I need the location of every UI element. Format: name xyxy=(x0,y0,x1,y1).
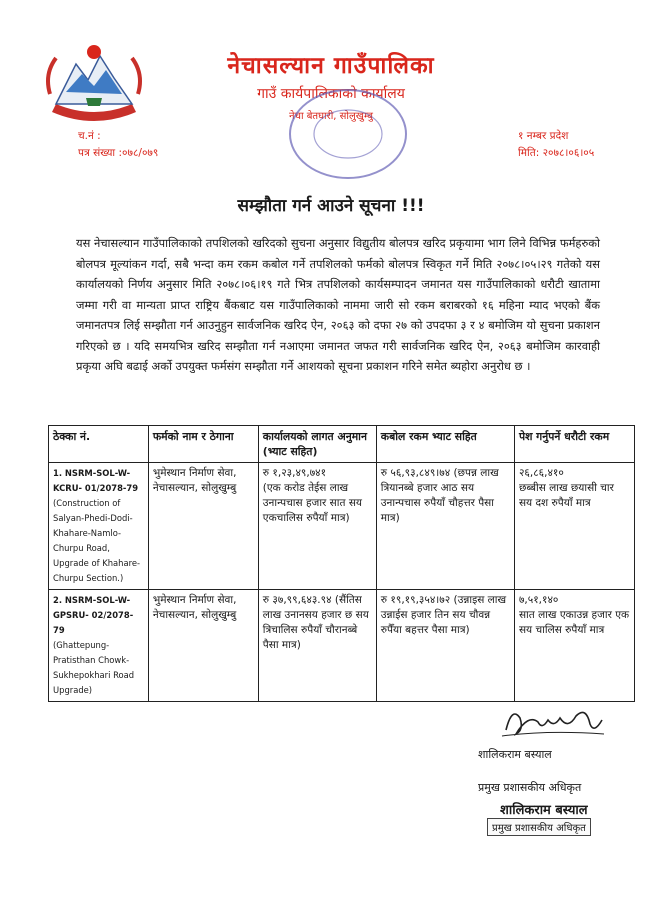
notice-date: मिति: २०७८।०६।०५ xyxy=(518,147,595,159)
notice-body: यस नेचासल्यान गाउँपालिकाको तपशिलको खरिदको सुचना अनुसार विद्युतीय बोलपत्र खरिद प्रकृयामा भाग लिने विभिन्न फर्महरुको बोलपत्र मूल्यांकन गर्दा, सबै भन्दा कम रकम कबोल गर्ने तपशिलको फर्मको बोलपत्र स्विकृत गर्ने मिति २०७८।०५।२९ गतेको यस कार्यालयको निर्णय अनुसार मिति २०७८।०६।१९ गते भित्र तपशिलको कार्यसम्पादन जमानत यस गाउँपालिकाको धरौटी खातामा जम्मा गरी वा मान्यता प्राप्त राष्ट्रिय बैंकबाट यस गाउँपालिकाको नाममा जारी सो रकम बराबरको १६ महिना म्याद भएको बैंक जमानतपत्र लिई सम्झौता गर्न आउनुहुन सार्वजनिक खरिद ऐन, २०६३ को दफा २७ को उपदफा ३ र ४ बमोजिम यो सुचना प्रकाशन गरिएको छ । यदि समयभित्र खरिद सम्झौता गर्न नआएमा जमानत जफत गरी सार्वजनिक खरिद ऐन, २०६३ बमोजिम कारवाही प्रकृया अघि बढाई अर्को उपयुक्त फर्मसंग सम्झौता गर्ने आशयको सूचना प्रकाशन गरिने समेत ब्यहोरा अनुरोध छ । xyxy=(76,236,600,373)
deposit-amount: २६,८६,४१० xyxy=(518,467,564,479)
office-address: नेचा बेतघारी, सोलुखुम्बु xyxy=(289,111,373,122)
contract-description: (Ghattepung-Pratisthan Chowk-Sukhepokhari Road Upgrade) xyxy=(53,640,135,695)
contract-cell xyxy=(49,463,149,590)
handwritten-signature xyxy=(498,700,608,744)
deposit-words: छब्बीस लाख छयासी चार सय दश रुपैयाँ मात्र xyxy=(518,482,614,509)
signatory-role: प्रमुख प्रशासकीय अधिकृत xyxy=(478,781,582,794)
header-bid: कबोल रकम भ्याट सहित xyxy=(376,426,514,463)
bid-cell: रु १९,१९,३५४।७२ (उन्नाइस लाख उन्नाईस हजार तिन सय चौवन्न रुपैँया बहत्तर पैसा मात्र) xyxy=(376,590,514,702)
deposit-amount: ७,५१,१४० xyxy=(518,594,559,606)
deposit-words: सात लाख एकाउन्न हजार एक सय चालिस रुपैयाँ मात्र xyxy=(518,609,630,636)
estimate-amount: रु ३७,९९,६४३.९४ (सैंतिस लाख उनानसय हजार छ सय त्रिचालिस रुपैयाँ चौरानब्बे पैसा मात्र) xyxy=(262,594,369,651)
contract-code: 2. NSRM-SOL-W-GPSRU- 02/2078-79 xyxy=(53,595,134,635)
office-title: नेचासल्यान गाउँपालिका xyxy=(227,53,435,79)
table-header-row xyxy=(49,426,635,463)
table-row xyxy=(49,463,635,590)
signatory-name: शालिकराम बस्याल xyxy=(478,748,552,761)
date-block xyxy=(518,128,594,162)
contract-description: (Construction of Salyan-Phedi-Dodi-Khahare-Namlo-Churpu Road, Upgrade of Khahare-Churpu Section.) xyxy=(53,498,141,583)
deposit-cell xyxy=(514,463,634,590)
table-row xyxy=(49,590,635,702)
letter-number: च.नं : xyxy=(78,130,101,142)
estimate-amount: रु १,२३,४९,७४१ xyxy=(262,467,327,479)
estimate-words: (एक करोड तेईस लाख उनान्पचास हजार सात सय एकचालिस रुपैयाँ मात्र) xyxy=(262,482,363,524)
contract-cell xyxy=(49,590,149,702)
contract-code: 1. NSRM-SOL-W-KCRU- 01/2078-79 xyxy=(53,468,139,493)
header-estimate: कार्यालयको लागत अनुमान (भ्याट सहित) xyxy=(258,426,376,463)
deposit-cell xyxy=(514,590,634,702)
estimate-cell xyxy=(258,463,376,590)
header-contract-no: ठेक्का नं. xyxy=(49,426,149,463)
header-deposit: पेश गर्नुपर्ने धरौटी रकम xyxy=(514,426,634,463)
office-subtitle: गाउँ कार्यपालिकाको कार्यालय xyxy=(257,86,405,102)
province-label: १ नम्बर प्रदेश xyxy=(518,130,569,142)
firm-cell: भुमेस्थान निर्माण सेवा, नेचासल्यान, सोलुखुम्बु xyxy=(148,463,258,590)
bid-cell: रु ५६,९३,८४९।७४ (छपन्न लाख त्रियानब्बे हजार आठ सय उनान्पचास रुपैयाँ चौहत्तर पैसा मात्र) xyxy=(376,463,514,590)
stamp-role: प्रमुख प्रशासकीय अधिकृत xyxy=(487,818,591,836)
dispatch-number: पत्र संख्या :०७८/०७९ xyxy=(78,147,159,159)
notice-heading: सम्झौता गर्न आउने सूचना !!! xyxy=(237,196,425,216)
firm-cell: भुमेस्थान निर्माण सेवा, नेचासल्यान, सोलुखुम्बु xyxy=(148,590,258,702)
stamp-name: शालिकराम बस्याल xyxy=(500,803,588,818)
office-stamp xyxy=(286,86,410,186)
estimate-cell xyxy=(258,590,376,702)
header-firm: फर्मको नाम र ठेगाना xyxy=(148,426,258,463)
reference-block xyxy=(78,128,158,162)
contract-table xyxy=(48,425,635,702)
